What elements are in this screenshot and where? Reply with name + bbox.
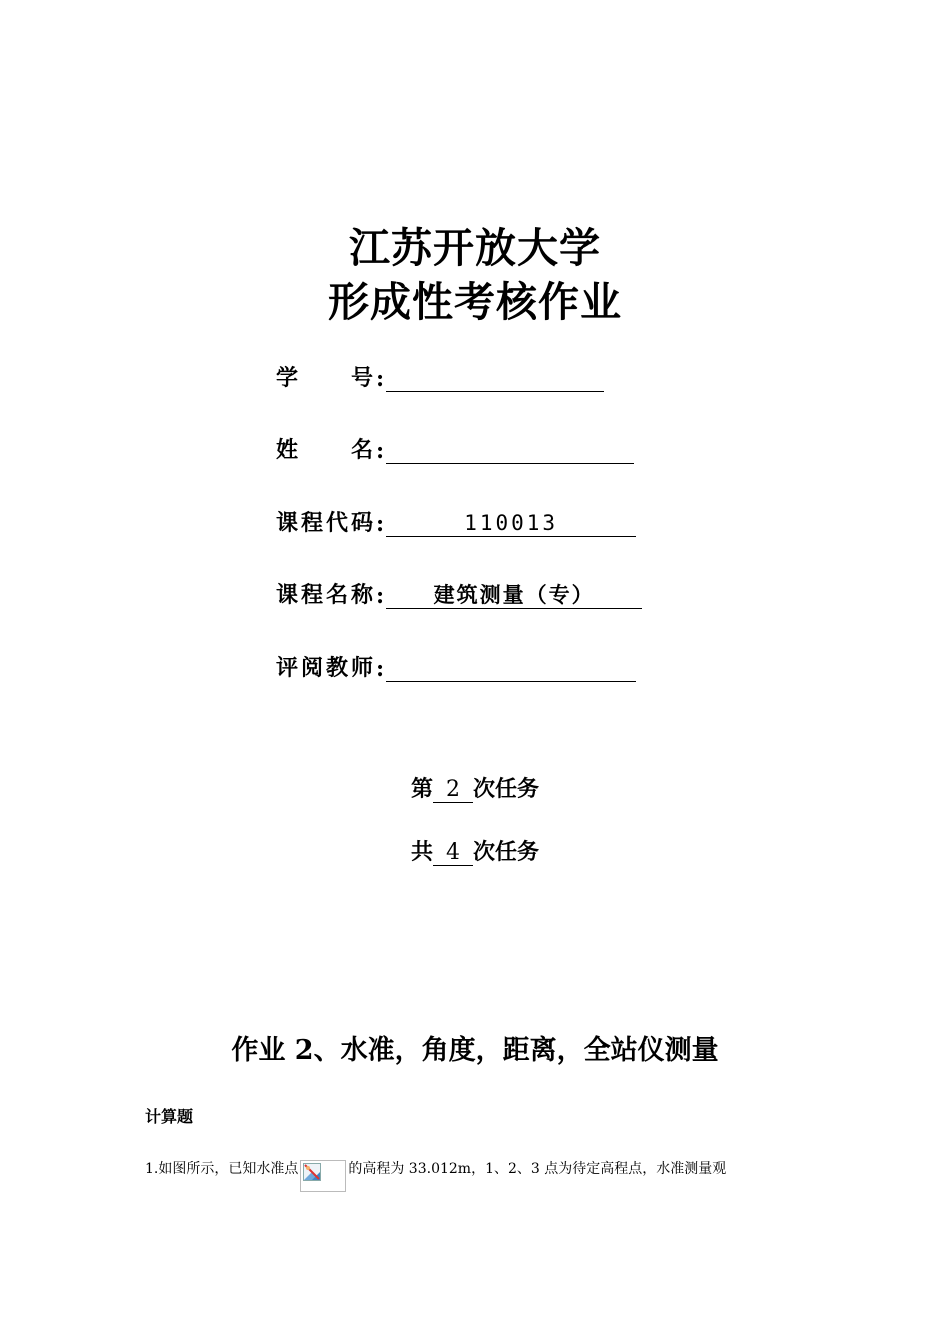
colon: : (376, 511, 385, 537)
section-heading: 计算题 (145, 1107, 194, 1126)
student-id-line[interactable] (386, 365, 604, 392)
university-title: 江苏开放大学 (349, 224, 601, 272)
course-code-label: 课程代码 (276, 510, 377, 536)
total-task-line (0, 835, 950, 866)
question-1 (145, 1152, 726, 1184)
current-task-number: 2 (433, 778, 473, 803)
question-1-text-start: 1.如图所示，已知水准点 (145, 1161, 299, 1177)
assignment-title: 形成性考核作业 (328, 278, 622, 326)
student-id-field (276, 360, 604, 392)
total-task-number: 4 (433, 841, 473, 866)
reviewer-field (276, 650, 636, 682)
course-code-value[interactable]: 110013 (386, 510, 636, 537)
colon: : (376, 656, 385, 682)
colon: : (376, 366, 385, 392)
course-code-field (276, 505, 636, 537)
reviewer-label: 评阅教师 (276, 655, 377, 681)
course-name-value[interactable]: 建筑测量（专） (386, 582, 642, 609)
current-task-line (0, 772, 950, 803)
student-id-label: 学 号 (276, 365, 377, 391)
course-name-field (276, 577, 642, 609)
name-label: 姓 名 (276, 437, 377, 463)
colon: : (376, 438, 385, 464)
name-line[interactable] (386, 437, 634, 464)
homework-title: 作业 2、水准，角度，距离，全站仪测量 (231, 1035, 719, 1066)
broken-image-icon (300, 1160, 346, 1192)
question-1-text-end: 的高程为 33.012m，1、2、3 点为待定高程点，水准测量观 (348, 1161, 727, 1177)
total-task-suffix: 次任务 (473, 839, 540, 865)
current-task-prefix: 第 (410, 776, 433, 802)
reviewer-line[interactable] (386, 655, 636, 682)
total-task-prefix: 共 (410, 839, 433, 865)
colon: : (376, 583, 385, 609)
current-task-suffix: 次任务 (473, 776, 540, 802)
name-field (276, 432, 634, 464)
course-name-label: 课程名称 (276, 582, 377, 608)
